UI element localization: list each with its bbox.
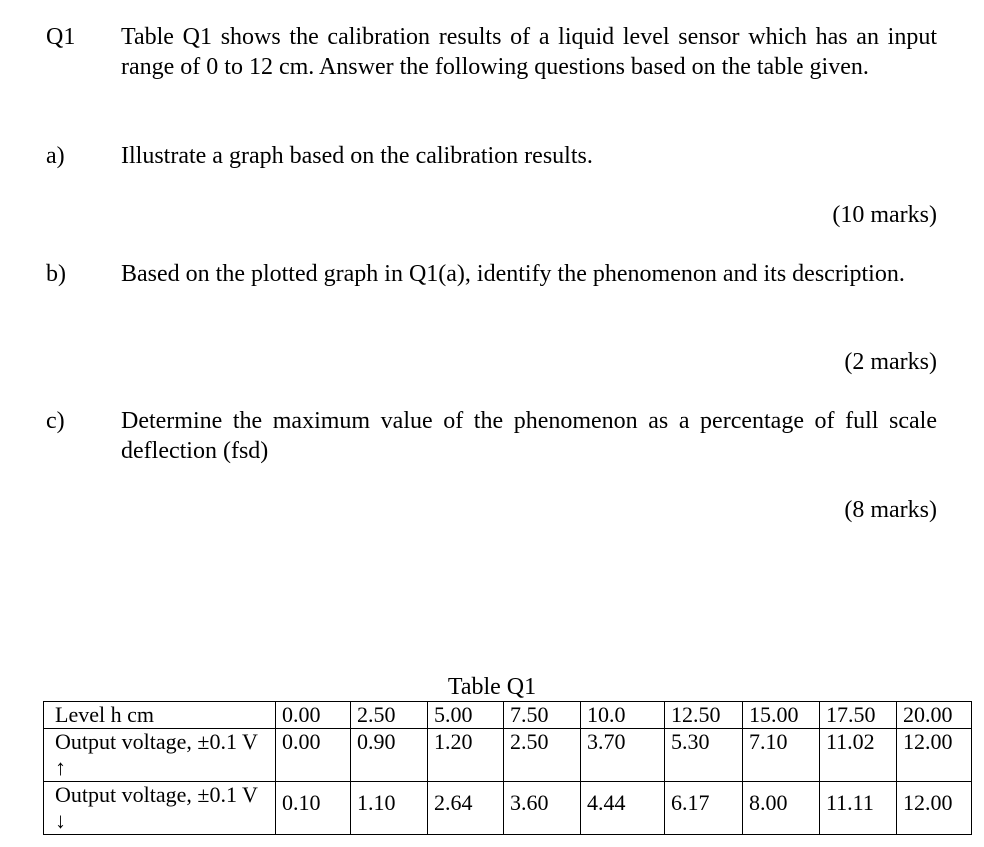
table-cell: 0.90 bbox=[351, 729, 428, 782]
part-b-text: Based on the plotted graph in Q1(a), identify the phenomenon and its description. bbox=[121, 261, 905, 287]
table-cell: 7.50 bbox=[504, 702, 581, 729]
row-header-voltage-down: Output voltage, ±0.1 V ↓ bbox=[44, 782, 276, 835]
table-cell: 11.11 bbox=[820, 782, 897, 835]
table-cell: 2.50 bbox=[351, 702, 428, 729]
table-cell: 12.00 bbox=[897, 729, 972, 782]
table-cell: 0.00 bbox=[276, 702, 351, 729]
table-cell: 5.00 bbox=[428, 702, 504, 729]
table-cell: 15.00 bbox=[743, 702, 820, 729]
part-a-label: a) bbox=[46, 143, 65, 169]
table-cell: 3.60 bbox=[504, 782, 581, 835]
table-cell: 20.00 bbox=[897, 702, 972, 729]
table-cell: 1.10 bbox=[351, 782, 428, 835]
question-intro: Table Q1 shows the calibration results of a liquid level sensor which has an input range of 0 to 12 cm. Answer the following questions based on the table given. bbox=[121, 24, 937, 80]
table-row bbox=[44, 702, 972, 729]
table-cell: 2.64 bbox=[428, 782, 504, 835]
table-cell: 10.0 bbox=[581, 702, 665, 729]
row-header-voltage-up: Output voltage, ±0.1 V ↑ bbox=[44, 729, 276, 782]
table-cell: 11.02 bbox=[820, 729, 897, 782]
table-cell: 8.00 bbox=[743, 782, 820, 835]
table-cell: 17.50 bbox=[820, 702, 897, 729]
part-b-marks: (2 marks) bbox=[844, 349, 937, 375]
part-c-text: Determine the maximum value of the phenomenon as a percentage of full scale deflection (fsd) bbox=[121, 408, 937, 464]
part-c-label: c) bbox=[46, 408, 65, 434]
table-cell: 0.00 bbox=[276, 729, 351, 782]
table-cell: 1.20 bbox=[428, 729, 504, 782]
question-number: Q1 bbox=[46, 24, 76, 50]
table-cell: 4.44 bbox=[581, 782, 665, 835]
table-row bbox=[44, 729, 972, 782]
table-cell: 2.50 bbox=[504, 729, 581, 782]
table-cell: 12.50 bbox=[665, 702, 743, 729]
table-cell: 6.17 bbox=[665, 782, 743, 835]
table-cell: 12.00 bbox=[897, 782, 972, 835]
row-header-level: Level h cm bbox=[44, 702, 276, 729]
part-a-marks: (10 marks) bbox=[832, 202, 937, 228]
table-cell: 5.30 bbox=[665, 729, 743, 782]
part-b-label: b) bbox=[46, 261, 66, 287]
part-c-marks: (8 marks) bbox=[844, 497, 937, 523]
table-cell: 7.10 bbox=[743, 729, 820, 782]
part-a-text: Illustrate a graph based on the calibration results. bbox=[121, 143, 593, 169]
table-cell: 0.10 bbox=[276, 782, 351, 835]
table-caption: Table Q1 bbox=[447, 674, 537, 700]
table-row bbox=[44, 782, 972, 835]
table-cell: 3.70 bbox=[581, 729, 665, 782]
calibration-table bbox=[43, 701, 972, 835]
